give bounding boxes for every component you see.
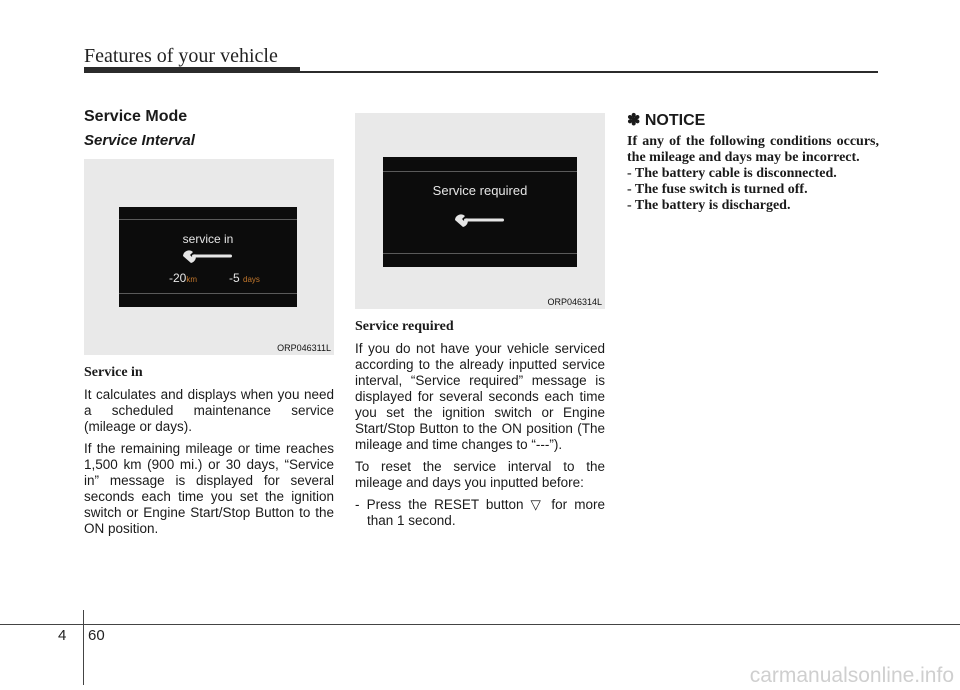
wrench-icon (181, 249, 237, 263)
caption-service-required: Service required (355, 319, 454, 334)
paragraph: If you do not have your vehicle serviced according to the already inputted service interval, “Service required” message is displayed for several seconds each time you set the ignition switch or Engine Start/Stop Button to the ON position (The mileage and time changes to “---”). (355, 341, 605, 452)
figure-service-in (84, 159, 334, 355)
notice-item: - The battery is discharged. (627, 198, 791, 213)
display-divider (119, 219, 297, 220)
notice-column (627, 110, 879, 214)
display-km: -20km (169, 271, 198, 285)
cluster-display (119, 207, 297, 307)
display-divider (383, 171, 577, 172)
left-column (84, 108, 334, 543)
middle-column (355, 113, 605, 529)
reset-step: - Press the RESET button ▽ for more than 1 second. (355, 497, 605, 528)
cluster-display (383, 157, 577, 267)
figure-code: ORP046311L (277, 343, 331, 353)
subsection-title: Service Interval (84, 132, 195, 149)
display-title: service in (182, 232, 234, 246)
chapter-number: 4 (58, 627, 67, 644)
figure-service-required (355, 113, 605, 309)
display-days: -5 days (229, 271, 260, 285)
page-number: 60 (88, 627, 105, 644)
display-divider (119, 293, 297, 294)
caption-service-in: Service in (84, 365, 143, 380)
watermark: carmanualsonline.info (749, 664, 954, 687)
paragraph: If the remaining mileage or time reaches 1,500 km (900 mi.) or 30 days, “Service in” message is displayed for several seconds each time you set the ignition switch or Engine Start/Stop Button to the ON position. (84, 441, 334, 536)
figure-code: ORP046314L (547, 297, 602, 307)
header-rule (84, 71, 878, 73)
display-divider (383, 253, 577, 254)
paragraph: To reset the service interval to the mileage and days you inputted before: (355, 459, 605, 490)
footer-divider (83, 610, 84, 685)
wrench-icon (453, 213, 509, 227)
page-header-title: Features of your vehicle (84, 45, 278, 67)
paragraph: It calculates and displays when you need a scheduled maintenance service (mileage or days). (84, 387, 334, 434)
notice-item: - The battery cable is disconnected. (627, 166, 837, 181)
section-title: Service Mode (84, 108, 188, 125)
display-title: Service required (432, 183, 528, 198)
notice-item: - The fuse switch is turned off. (627, 182, 808, 197)
notice-title: ✽ NOTICE (627, 112, 706, 129)
notice-body: If any of the following conditions occurs, the mileage and days may be incorrect. (627, 134, 879, 165)
footer-rule (0, 624, 960, 625)
